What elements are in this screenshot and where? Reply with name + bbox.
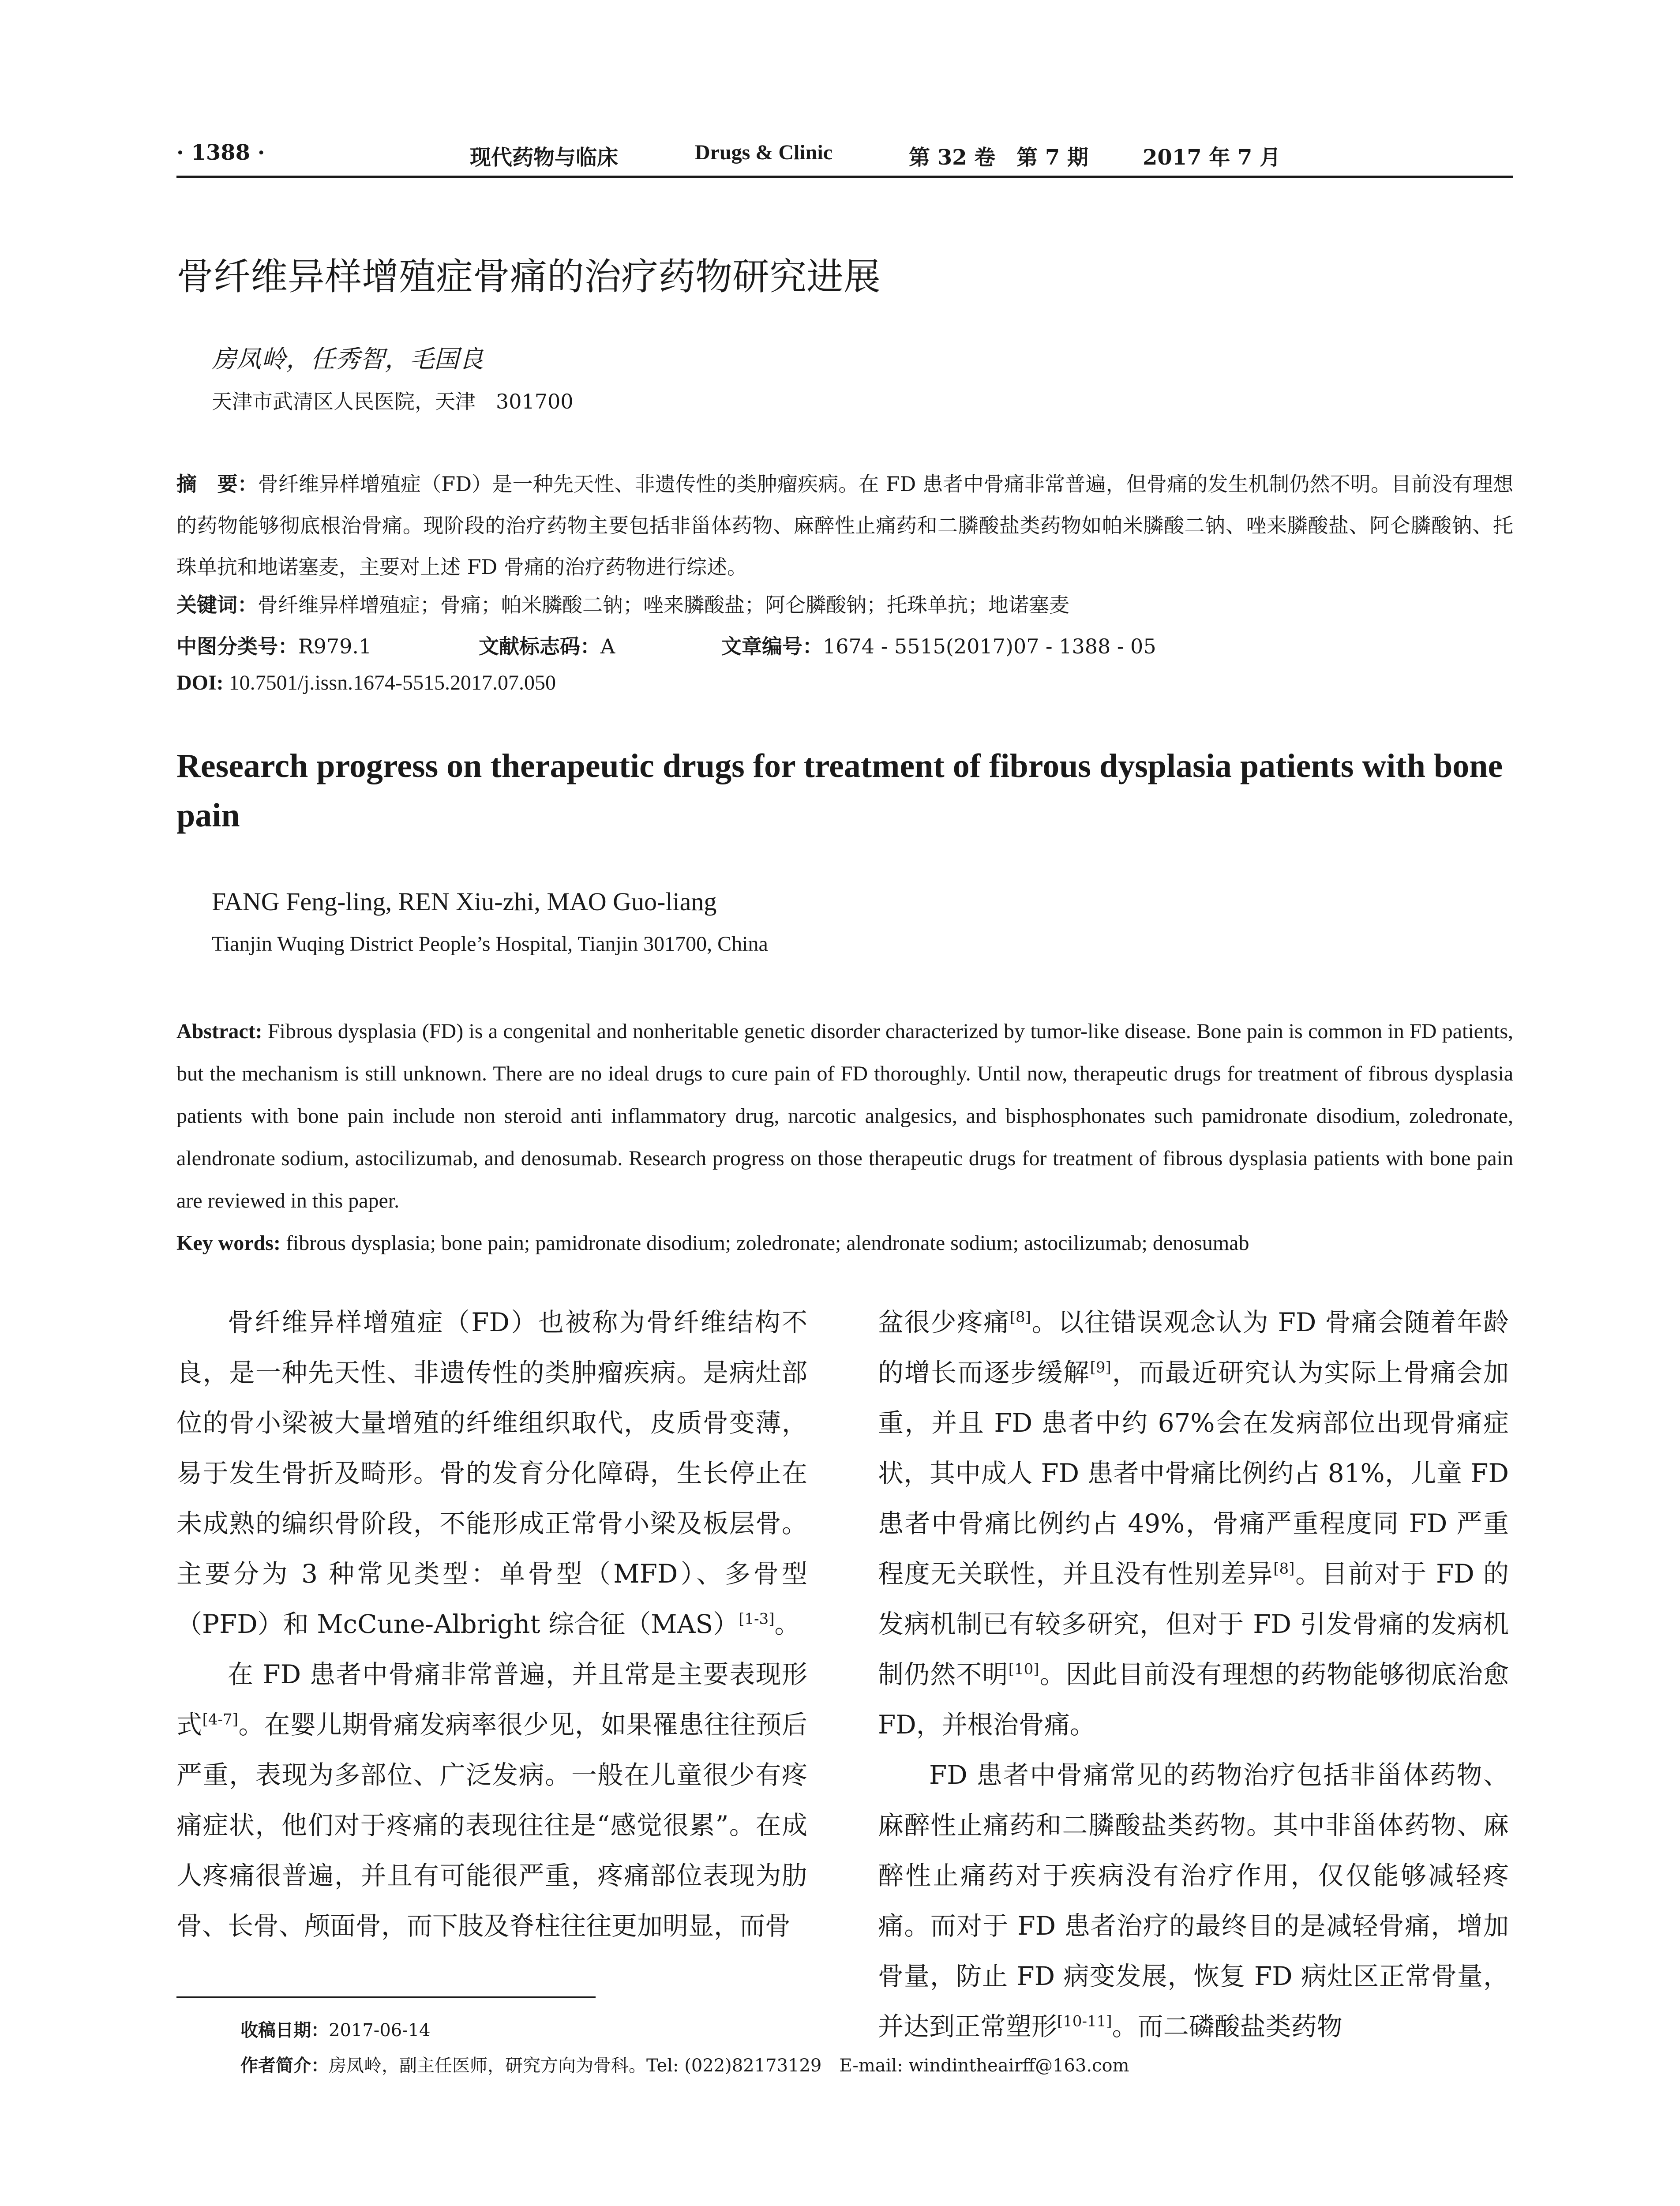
article-number-value: 1674 - 5515(2017)07 - 1388 - 05: [823, 634, 1156, 658]
doc-code-label: 文献标志码：: [479, 634, 600, 658]
affiliation-cn: 天津市武清区人民医院，天津 301700: [212, 390, 574, 413]
article-title-cn: 骨纤维异样增殖症骨痛的治疗药物研究进展: [176, 255, 881, 298]
body-paragraph-2: 在 FD 患者中骨痛非常普遍，并且常是主要表现形式[4-7]。在婴儿期骨痛发病率很少见，如果罹患往往预后严重，表现为多部位、广泛发病。一般在儿童很少有疼痛症状，他们对于疼痛的表现往往是“感觉很累”。在成人疼痛很普遍，并且有可能很严重，疼痛部位表现为肋骨、长骨、颅面骨，而下肢及脊柱往往更加明显，而骨: [176, 1659, 807, 1941]
keywords-cn-text: 骨纤维异样增殖症；骨痛；帕米膦酸二钠；唑来膦酸盐；阿仑膦酸钠；托珠单抗；地诺塞麦: [258, 593, 1069, 617]
body-column-left: [176, 1297, 807, 1951]
running-header: [176, 140, 1513, 170]
abstract-en-text: Fibrous dysplasia (FD) is a congenital and nonheritable genetic disorder characterized by tumor-like disease. Bone pain is common in FD patients, but the mechanism is still unknown. There are no ideal drugs to cure pain of FD thoroughly. Until now, therapeutic drugs for treatment of fibrous dysplasia patients with bone pain include non steroid anti inflammatory drug, narcotic analgesics, and bisphosphonates such pamidronate disodium, zoledronate, alendronate sodium, astocilizumab, and denosumab. Research progress on those therapeutic drugs for treatment of fibrous dysplasia patients with bone pain are reviewed in this paper.: [176, 1020, 1513, 1212]
page-number: · 1388 ·: [176, 140, 265, 165]
author-bio-value: 房凤岭，副主任医师，研究方向为骨科。Tel: (022)82173129 E-mail: windintheairff@163.com: [329, 2056, 1129, 2076]
classification-line: [176, 630, 371, 660]
journal-name-cn: 现代药物与临床: [470, 145, 619, 170]
citation: [9]: [1090, 1358, 1111, 1377]
doc-code: [479, 630, 615, 660]
citation: [8]: [1273, 1560, 1295, 1578]
doi-value: 10.7501/j.issn.1674-5515.2017.07.050: [229, 671, 556, 694]
footnote-rule: [176, 1996, 596, 1998]
keywords-cn-label: 关键词：: [176, 593, 258, 617]
doi-label: DOI:: [176, 671, 224, 694]
keywords-en-text: fibrous dysplasia; bone pain; pamidronate disodium; zoledronate; alendronate sodium; astocilizumab; denosumab: [285, 1231, 1249, 1255]
received-label: 收稿日期：: [240, 2020, 329, 2041]
doc-code-value: A: [600, 634, 615, 658]
affiliation-en: Tianjin Wuqing District People’s Hospital, Tianjin 301700, China: [212, 932, 768, 956]
volume-issue: 第 32 卷 第 7 期: [909, 145, 1089, 170]
citation: [8]: [1009, 1308, 1031, 1326]
abstract-en: [176, 1010, 1513, 1264]
clc-value: R979.1: [298, 634, 372, 658]
citation: [10-11]: [1057, 2012, 1112, 2030]
authors-en: FANG Feng-ling, REN Xiu-zhi, MAO Guo-liang: [212, 887, 717, 916]
keywords-en-label: Key words:: [176, 1231, 281, 1255]
body-paragraph-2-continued: 盆很少疼痛[8]。以往错误观念认为 FD 骨痛会随着年龄的增长而逐步缓解[9]，而最近研究认为实际上骨痛会加重，并且 FD 患者中约 67%会在发病部位出现骨痛症状，其中成人 FD 患者中骨痛比例约占 81%，儿童 FD 患者中骨痛比例约占 49%，骨痛严重程度同 FD 严重程度无关联性，并且没有性别差异[8]。目前对于 FD 的发病机制已有较多研究，但对于 FD 引发骨痛的发病机制仍然不明[10]。因此目前没有理想的药物能够彻底治愈 FD，并根治骨痛。: [878, 1307, 1509, 1740]
received-date: [240, 2016, 431, 2041]
citation: [4-7]: [202, 1711, 238, 1729]
body-paragraph-1: 骨纤维异样增殖症（FD）也被称为骨纤维结构不良，是一种先天性、非遗传性的类肿瘤疾病。是病灶部位的骨小梁被大量增殖的纤维组织取代，皮质骨变薄，易于发生骨折及畸形。骨的发育分化障碍，生长停止在未成熟的编织骨阶段，不能形成正常骨小梁及板层骨。主要分为 3 种常见类型：单骨型（MFD）、多骨型（PFD）和 McCune-Albright 综合征（MAS）[1-3]。: [176, 1307, 807, 1639]
citation: [1-3]: [739, 1610, 775, 1628]
issue-date: 2017 年 7 月: [1143, 145, 1281, 170]
header-rule: [176, 176, 1513, 178]
article-number: [721, 630, 1156, 660]
received-value: 2017-06-14: [329, 2020, 431, 2041]
journal-name-en: Drugs & Clinic: [695, 141, 832, 164]
abstract-en-label: Abstract:: [176, 1020, 262, 1043]
article-number-label: 文章编号：: [721, 634, 823, 658]
clc-label: 中图分类号：: [176, 634, 298, 658]
abstract-cn: [176, 463, 1513, 588]
body-column-right: [878, 1297, 1509, 2052]
article-title-en: Research progress on therapeutic drugs for treatment of fibrous dysplasia patients with bone pain: [176, 747, 1503, 834]
authors-cn: 房凤岭，任秀智，毛国良: [212, 345, 484, 374]
body-paragraph-3: FD 患者中骨痛常见的药物治疗包括非甾体药物、麻醉性止痛药和二膦酸盐类药物。其中非甾体药物、麻醉性止痛药对于疾病没有治疗作用，仅仅能够减轻疼痛。而对于 FD 患者治疗的最终目的是减轻骨痛，增加骨量，防止 FD 病变发展，恢复 FD 病灶区正常骨量，并达到正常塑形[10-11]。而二磷酸盐类药物: [878, 1760, 1509, 2041]
author-bio-label: 作者简介：: [240, 2055, 329, 2076]
doi-line: [176, 671, 556, 695]
citation: [10]: [1008, 1660, 1039, 1678]
keywords-cn: [176, 589, 1069, 618]
abstract-cn-label: 摘 要：: [176, 472, 258, 496]
abstract-cn-text: 骨纤维异样增殖症（FD）是一种先天性、非遗传性的类肿瘤疾病。在 FD 患者中骨痛非常普遍，但骨痛的发生机制仍然不明。目前没有理想的药物能够彻底根治骨痛。现阶段的治疗药物主要包括非甾体药物、麻醉性止痛药和二膦酸盐类药物如帕米膦酸二钠、唑来膦酸盐、阿仑膦酸钠、托珠单抗和地诺塞麦，主要对上述 FD 骨痛的治疗药物进行综述。: [176, 472, 1514, 579]
author-bio: [240, 2052, 1129, 2077]
